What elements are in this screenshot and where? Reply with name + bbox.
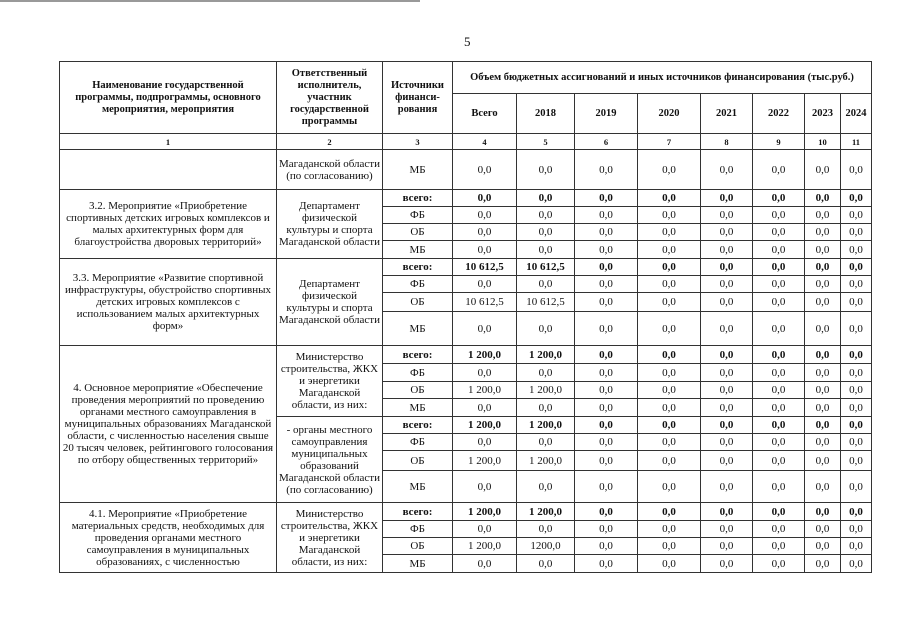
header-executor-column: Ответственный исполнитель, участник государственной программы (277, 62, 383, 134)
amount-cell: 0,0 (517, 555, 575, 573)
funding-source: ОБ (383, 382, 453, 399)
amount-cell: 0,0 (701, 293, 753, 312)
amount-cell: 0,0 (841, 471, 872, 503)
amount-cell: 0,0 (638, 241, 701, 259)
amount-cell: 1 200,0 (453, 538, 517, 555)
amount-cell: 0,0 (517, 190, 575, 207)
header-name-column: Наименование государственной программы, подпрограммы, основного мероприятия, мероприятия (60, 62, 277, 134)
amount-cell: 0,0 (753, 259, 805, 276)
amount-cell: 0,0 (453, 434, 517, 451)
amount-cell: 1 200,0 (517, 451, 575, 471)
amount-cell: 0,0 (701, 503, 753, 521)
amount-cell: 0,0 (517, 207, 575, 224)
amount-cell: 0,0 (841, 451, 872, 471)
amount-cell: 0,0 (517, 521, 575, 538)
header-year: 2022 (753, 94, 805, 134)
amount-cell: 0,0 (517, 276, 575, 293)
amount-cell: 0,0 (701, 241, 753, 259)
amount-cell: 0,0 (453, 399, 517, 417)
executor: Департамент физической культуры и спорта Магаданской области (277, 190, 383, 259)
measure-name: 4.1. Мероприятие «Приобретение материальных средств, необходимых для проведения органами местного самоуправления в муниципальных образованиях, с численностью (60, 503, 277, 573)
amount-cell: 0,0 (517, 312, 575, 346)
amount-cell: 0,0 (841, 190, 872, 207)
amount-cell: 0,0 (638, 207, 701, 224)
amount-cell: 0,0 (575, 312, 638, 346)
table-row (60, 503, 872, 521)
amount-cell: 0,0 (753, 434, 805, 451)
funding-source: ФБ (383, 364, 453, 382)
funding-source: МБ (383, 241, 453, 259)
column-index: 1 (60, 134, 277, 150)
funding-source: ОБ (383, 224, 453, 241)
page-number: 5 (464, 34, 471, 49)
column-index: 8 (701, 134, 753, 150)
amount-cell: 0,0 (701, 434, 753, 451)
column-index: 9 (753, 134, 805, 150)
amount-cell: 0,0 (575, 207, 638, 224)
amount-cell: 0,0 (453, 364, 517, 382)
header-year: 2024 (841, 94, 872, 134)
amount-cell: 0,0 (701, 207, 753, 224)
amount-cell: 0,0 (753, 451, 805, 471)
amount-cell: 0,0 (701, 312, 753, 346)
amount-cell: 1 200,0 (517, 346, 575, 364)
funding-source: ФБ (383, 207, 453, 224)
amount-cell: 1 200,0 (453, 503, 517, 521)
table-row (60, 346, 872, 364)
amount-cell: 0,0 (575, 503, 638, 521)
amount-cell: 0,0 (701, 538, 753, 555)
table-row (60, 190, 872, 207)
amount-cell: 0,0 (517, 150, 575, 190)
amount-cell: 0,0 (841, 224, 872, 241)
header-row (60, 62, 872, 94)
amount-cell: 0,0 (638, 521, 701, 538)
amount-cell: 0,0 (805, 259, 841, 276)
amount-cell: 0,0 (841, 150, 872, 190)
amount-cell: 0,0 (575, 364, 638, 382)
executor: Магаданской области (по согласованию) (277, 150, 383, 190)
amount-cell: 0,0 (841, 259, 872, 276)
amount-cell: 0,0 (638, 555, 701, 573)
amount-cell: 0,0 (517, 471, 575, 503)
funding-source: всего: (383, 259, 453, 276)
amount-cell: 1 200,0 (517, 417, 575, 434)
amount-cell: 0,0 (805, 521, 841, 538)
amount-cell: 0,0 (753, 207, 805, 224)
amount-cell: 0,0 (453, 276, 517, 293)
funding-source: МБ (383, 471, 453, 503)
amount-cell: 0,0 (701, 471, 753, 503)
amount-cell: 0,0 (805, 382, 841, 399)
funding-source: ФБ (383, 276, 453, 293)
amount-cell: 0,0 (638, 293, 701, 312)
amount-cell: 0,0 (841, 382, 872, 399)
amount-cell: 0,0 (575, 276, 638, 293)
amount-cell: 0,0 (517, 399, 575, 417)
amount-cell: 0,0 (638, 434, 701, 451)
measure-name: 3.2. Мероприятие «Приобретение спортивных детских игровых комплексов и малых архитектурных форм для благоустройства дворовых территорий» (60, 190, 277, 259)
amount-cell: 0,0 (638, 346, 701, 364)
amount-cell: 0,0 (841, 207, 872, 224)
amount-cell: 0,0 (841, 538, 872, 555)
amount-cell: 0,0 (805, 276, 841, 293)
column-index-row (60, 134, 872, 150)
amount-cell: 0,0 (841, 276, 872, 293)
amount-cell: 10 612,5 (453, 293, 517, 312)
amount-cell: 0,0 (753, 241, 805, 259)
header-year: Всего (453, 94, 517, 134)
amount-cell: 0,0 (638, 503, 701, 521)
executor: Департамент физической культуры и спорта Магаданской области (277, 259, 383, 346)
amount-cell: 0,0 (753, 521, 805, 538)
amount-cell: 0,0 (453, 207, 517, 224)
amount-cell: 0,0 (638, 259, 701, 276)
amount-cell: 0,0 (701, 417, 753, 434)
amount-cell: 0,0 (575, 451, 638, 471)
amount-cell: 0,0 (805, 417, 841, 434)
funding-source: ОБ (383, 293, 453, 312)
column-index: 5 (517, 134, 575, 150)
amount-cell: 0,0 (575, 399, 638, 417)
funding-source: всего: (383, 503, 453, 521)
amount-cell: 0,0 (841, 503, 872, 521)
scan-edge-line (0, 0, 420, 2)
amount-cell: 10 612,5 (517, 293, 575, 312)
amount-cell: 0,0 (753, 346, 805, 364)
amount-cell: 0,0 (638, 190, 701, 207)
amount-cell: 0,0 (753, 150, 805, 190)
amount-cell: 0,0 (841, 346, 872, 364)
amount-cell: 1 200,0 (453, 451, 517, 471)
amount-cell: 0,0 (453, 224, 517, 241)
amount-cell: 0,0 (638, 276, 701, 293)
executor: Министерство строительства, ЖКХ и энергетики Магаданской области, из них: (277, 503, 383, 573)
amount-cell: 0,0 (841, 399, 872, 417)
amount-cell: 1 200,0 (453, 346, 517, 364)
amount-cell: 0,0 (638, 312, 701, 346)
amount-cell: 0,0 (841, 417, 872, 434)
executor: - органы местного самоуправления муниципальных образований Магаданской области (по согласованию) (277, 417, 383, 503)
amount-cell: 0,0 (575, 259, 638, 276)
amount-cell: 0,0 (805, 190, 841, 207)
amount-cell: 0,0 (701, 364, 753, 382)
amount-cell: 0,0 (453, 521, 517, 538)
amount-cell: 0,0 (453, 190, 517, 207)
amount-cell: 0,0 (638, 364, 701, 382)
executor: Министерство строительства, ЖКХ и энергетики Магаданской области, из них: (277, 346, 383, 417)
table-row (60, 259, 872, 276)
amount-cell: 0,0 (453, 471, 517, 503)
amount-cell: 0,0 (575, 555, 638, 573)
amount-cell: 0,0 (638, 471, 701, 503)
column-index: 11 (841, 134, 872, 150)
amount-cell: 0,0 (753, 224, 805, 241)
amount-cell: 0,0 (753, 538, 805, 555)
amount-cell: 0,0 (701, 555, 753, 573)
amount-cell: 0,0 (753, 190, 805, 207)
amount-cell: 0,0 (453, 150, 517, 190)
amount-cell: 0,0 (805, 451, 841, 471)
header-year: 2023 (805, 94, 841, 134)
amount-cell: 0,0 (701, 190, 753, 207)
amount-cell: 0,0 (575, 538, 638, 555)
amount-cell: 0,0 (805, 150, 841, 190)
amount-cell: 0,0 (805, 224, 841, 241)
amount-cell: 0,0 (701, 399, 753, 417)
amount-cell: 0,0 (575, 382, 638, 399)
amount-cell: 0,0 (701, 276, 753, 293)
amount-cell: 0,0 (575, 293, 638, 312)
amount-cell: 0,0 (517, 364, 575, 382)
funding-source: всего: (383, 190, 453, 207)
column-index: 7 (638, 134, 701, 150)
amount-cell: 0,0 (701, 521, 753, 538)
amount-cell: 0,0 (841, 241, 872, 259)
amount-cell: 0,0 (701, 224, 753, 241)
amount-cell: 0,0 (805, 399, 841, 417)
amount-cell: 0,0 (805, 434, 841, 451)
amount-cell: 0,0 (805, 346, 841, 364)
funding-source: ОБ (383, 538, 453, 555)
amount-cell: 0,0 (575, 190, 638, 207)
amount-cell: 0,0 (805, 471, 841, 503)
amount-cell: 0,0 (701, 259, 753, 276)
amount-cell: 1200,0 (517, 538, 575, 555)
amount-cell: 0,0 (638, 150, 701, 190)
funding-source: ОБ (383, 451, 453, 471)
funding-source: всего: (383, 417, 453, 434)
amount-cell: 0,0 (841, 293, 872, 312)
amount-cell: 0,0 (805, 312, 841, 346)
amount-cell: 0,0 (805, 241, 841, 259)
amount-cell: 0,0 (575, 521, 638, 538)
amount-cell: 10 612,5 (453, 259, 517, 276)
amount-cell: 0,0 (575, 471, 638, 503)
amount-cell: 0,0 (638, 538, 701, 555)
measure-name: 3.3. Мероприятие «Развитие спортивной инфраструктуры, обустройство спортивных детских игровых комплексов с использованием малых архитектурных форм» (60, 259, 277, 346)
amount-cell: 1 200,0 (517, 382, 575, 399)
funding-source: ФБ (383, 521, 453, 538)
funding-source: МБ (383, 312, 453, 346)
amount-cell: 0,0 (753, 471, 805, 503)
header-volume: Объем бюджетных ассигнований и иных источников финансирования (тыс.руб.) (453, 62, 872, 94)
header-year: 2019 (575, 94, 638, 134)
amount-cell: 0,0 (753, 364, 805, 382)
funding-source: МБ (383, 555, 453, 573)
amount-cell: 0,0 (805, 293, 841, 312)
amount-cell: 0,0 (453, 241, 517, 259)
amount-cell: 0,0 (701, 150, 753, 190)
header-year: 2018 (517, 94, 575, 134)
amount-cell: 0,0 (805, 364, 841, 382)
amount-cell: 0,0 (753, 417, 805, 434)
funding-source: ФБ (383, 434, 453, 451)
amount-cell: 0,0 (701, 346, 753, 364)
column-index: 3 (383, 134, 453, 150)
amount-cell: 0,0 (805, 503, 841, 521)
amount-cell: 0,0 (753, 503, 805, 521)
amount-cell: 0,0 (575, 346, 638, 364)
amount-cell: 0,0 (805, 207, 841, 224)
funding-source: МБ (383, 150, 453, 190)
amount-cell: 0,0 (517, 241, 575, 259)
amount-cell: 0,0 (841, 364, 872, 382)
column-index: 4 (453, 134, 517, 150)
header-year: 2021 (701, 94, 753, 134)
amount-cell: 0,0 (453, 312, 517, 346)
amount-cell: 10 612,5 (517, 259, 575, 276)
amount-cell: 0,0 (575, 150, 638, 190)
amount-cell: 0,0 (638, 417, 701, 434)
amount-cell: 0,0 (753, 312, 805, 346)
amount-cell: 0,0 (753, 293, 805, 312)
amount-cell: 0,0 (841, 434, 872, 451)
amount-cell: 0,0 (517, 434, 575, 451)
amount-cell: 0,0 (638, 382, 701, 399)
amount-cell: 0,0 (575, 241, 638, 259)
amount-cell: 0,0 (638, 224, 701, 241)
amount-cell: 0,0 (841, 555, 872, 573)
amount-cell: 0,0 (753, 276, 805, 293)
amount-cell: 0,0 (517, 224, 575, 241)
amount-cell: 0,0 (753, 399, 805, 417)
table-row (60, 150, 872, 190)
budget-table (59, 61, 872, 573)
measure-name (60, 150, 277, 190)
amount-cell: 1 200,0 (453, 382, 517, 399)
column-index: 6 (575, 134, 638, 150)
amount-cell: 0,0 (638, 451, 701, 471)
amount-cell: 0,0 (575, 434, 638, 451)
amount-cell: 0,0 (805, 538, 841, 555)
measure-name: 4. Основное мероприятие «Обеспечение проведения мероприятий по проведению органами местного самоуправления в муниципальных образованиях Магаданской области, с численностью населения свыше 20 тысяч человек, рейтингового голосования по отбору общественных территорий» (60, 346, 277, 503)
amount-cell: 1 200,0 (517, 503, 575, 521)
amount-cell: 0,0 (841, 521, 872, 538)
column-index: 10 (805, 134, 841, 150)
amount-cell: 0,0 (701, 451, 753, 471)
amount-cell: 0,0 (805, 555, 841, 573)
funding-source: МБ (383, 399, 453, 417)
amount-cell: 0,0 (638, 399, 701, 417)
amount-cell: 0,0 (841, 312, 872, 346)
amount-cell: 0,0 (753, 555, 805, 573)
amount-cell: 0,0 (701, 382, 753, 399)
header-year: 2020 (638, 94, 701, 134)
amount-cell: 0,0 (753, 382, 805, 399)
amount-cell: 0,0 (453, 555, 517, 573)
funding-source: всего: (383, 346, 453, 364)
column-index: 2 (277, 134, 383, 150)
header-source-column: Источники финанси-рования (383, 62, 453, 134)
amount-cell: 0,0 (575, 417, 638, 434)
amount-cell: 1 200,0 (453, 417, 517, 434)
amount-cell: 0,0 (575, 224, 638, 241)
